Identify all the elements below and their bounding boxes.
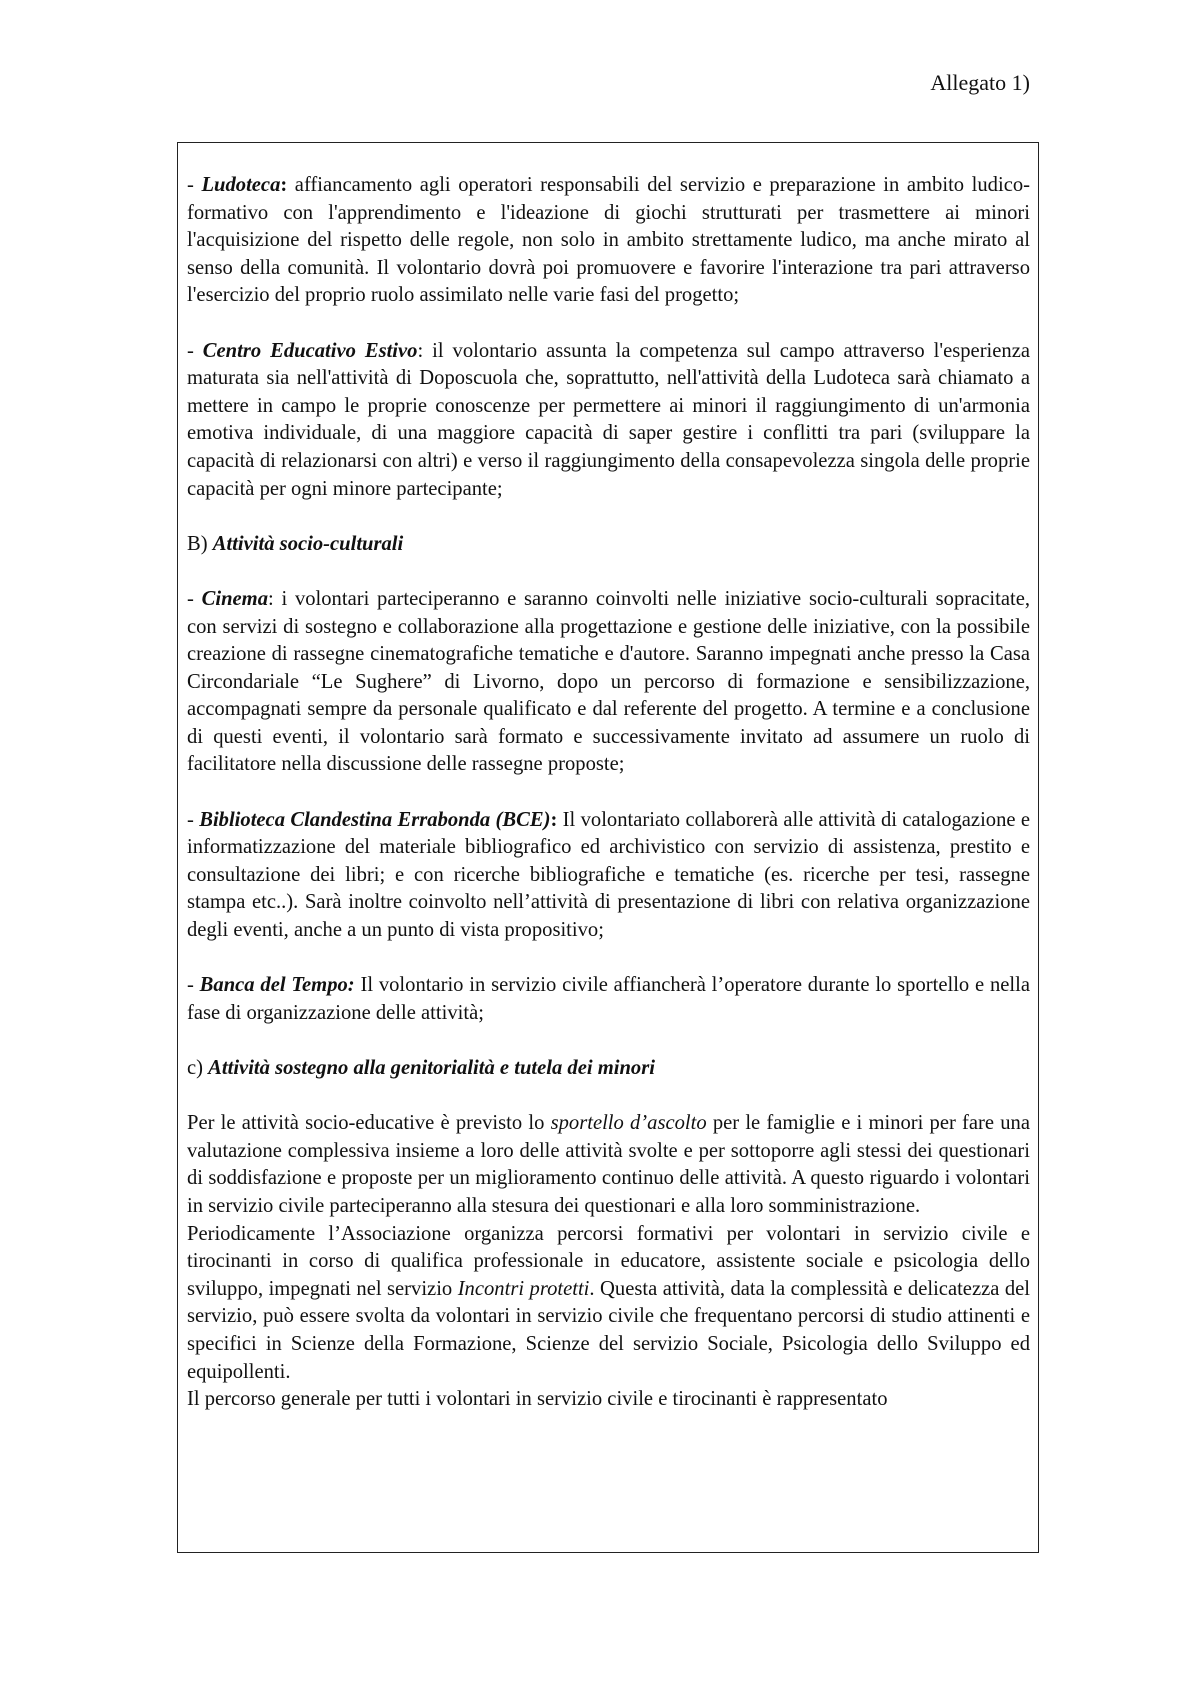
biblioteca-dash: - — [187, 808, 200, 831]
centro-estivo-title: Centro Educativo Estivo — [202, 339, 418, 362]
document-body — [187, 172, 1030, 1414]
biblioteca-title: Biblioteca Clandestina Errabonda (BCE) — [199, 808, 551, 831]
closing-text: Il percorso generale per tutti i volontari in servizio civile e tirocinanti è rappresentato — [187, 1388, 888, 1411]
ludoteca-dash: - — [187, 174, 202, 196]
cinema-title: Cinema — [201, 587, 268, 610]
sportello-text-after: per le famiglie e i minori per fare una valutazione complessiva insieme a loro delle attività svolte e per sottoporre agli stessi dei questionari di soddisfazione e proposte per un miglioramento continuo delle attività. A questo riguardo i volontari in servizio civile parteciperanno alla stesura dei questionari e alla loro somministrazione. — [187, 1112, 1030, 1217]
section-b-prefix: B) — [187, 532, 213, 555]
periodicamente-text-after: . Questa attività, data la complessità e delicatezza del servizio, può essere svolta da volontari in servizio civile che frequentano percorsi di studio attinenti e specifici in Scienze della Formazione, Scienze del servizio Sociale, Psicologia dello Sviluppo ed equipollenti. — [187, 1277, 1031, 1383]
paragraph-periodicamente — [187, 1221, 1030, 1387]
ludoteca-colon: : — [280, 174, 288, 196]
section-c-title: Attività sostegno alla genitorialità e tutela dei minori — [208, 1057, 655, 1079]
periodicamente-text-before: Periodicamente l’Associazione organizza percorsi formativi per volontari in servizio civile e tirocinanti in corso di qualifica professionale in educatore, assistente sociale e psicologia dello sviluppo, impegnati nel servizio — [187, 1222, 1030, 1300]
biblioteca-colon: : — [550, 808, 558, 831]
paragraph-biblioteca — [187, 807, 1030, 945]
banca-tempo-dash: - — [187, 974, 200, 997]
paragraph-cinema — [187, 586, 1030, 779]
cinema-dash: - — [187, 587, 202, 610]
sportello-text-before: Per le attività socio-educative è previsto lo — [187, 1112, 551, 1135]
section-c-prefix: c) — [187, 1057, 209, 1079]
sportello-italic: sportello d’ascolto — [550, 1112, 707, 1135]
content-box — [177, 142, 1039, 1553]
banca-tempo-title: Banca del Tempo: — [199, 974, 355, 997]
paragraph-ludoteca — [187, 172, 1030, 310]
section-c-heading — [187, 1055, 1030, 1083]
paragraph-banca-tempo — [187, 972, 1030, 1027]
paragraph-sportello — [187, 1110, 1030, 1220]
centro-estivo-dash: - — [187, 339, 203, 362]
ludoteca-title: Ludoteca — [201, 174, 281, 196]
periodicamente-italic: Incontri protetti — [457, 1277, 590, 1300]
attachment-label: Allegato 1) — [930, 70, 1030, 95]
section-b-heading — [187, 531, 1030, 559]
centro-estivo-text: : il volontario assunta la competenza sul campo attraverso l'esperienza maturata sia nell'attività di Doposcuola che, soprattutto, nell'attività della Ludoteca sarà chiamato a mettere in campo le proprie conoscenze per permettere ai minori il raggiungimento di un'armonia emotiva individuale, di una maggiore capacità di saper gestire i conflitti tra pari (sviluppare la capacità di relazionarsi con altri) e verso il raggiungimento della consapevolezza singola delle proprie capacità per ogni minore partecipante; — [187, 339, 1030, 500]
paragraph-centro-estivo — [187, 338, 1030, 504]
ludoteca-text: affiancamento agli operatori responsabili del servizio e preparazione in ambito ludico-formativo con l'apprendimento e l'ideazione di giochi strutturati per trasmettere ai minori l'acquisizione del rispetto delle regole, non solo in ambito strettamente ludico, ma anche mirato al senso della comunità. Il volontario dovrà poi promuovere e favorire l'interazione tra pari attraverso l'esercizio del proprio ruolo assimilato nelle varie fasi del progetto; — [187, 174, 1030, 307]
paragraph-closing — [187, 1386, 1030, 1414]
section-b-title: Attività socio-culturali — [212, 532, 404, 555]
banca-tempo-text: Il volontario in servizio civile affiancherà l’operatore durante lo sportello e nella fase di organizzazione delle attività; — [187, 974, 1030, 1024]
cinema-text: : i volontari parteciperanno e saranno coinvolti nelle iniziative socio-culturali sopracitate, con servizi di sostegno e collaborazione alla progettazione e gestione delle iniziative, con la possibile creazione di rassegne cinematografiche tematiche e d'autore. Saranno impegnati anche presso la Casa Circondariale “Le Sughere” di Livorno, dopo un percorso di formazione e sensibilizzazione, accompagnati sempre da personale qualificato e dal referente del progetto. A termine e a conclusione di questi eventi, il volontario sarà formato e successivamente invitato ad assumere un ruolo di facilitatore nella discussione delle rassegne proposte; — [187, 587, 1030, 776]
biblioteca-text: Il volontariato collaborerà alle attività di catalogazione e informatizzazione del materiale bibliografico ed archivistico con servizio di assistenza, prestito e consultazione dei libri; e con ricerche bibliografiche e tematiche (es. ricerche per tesi, rassegne stampa etc..). Sarà inoltre coinvolto nell’attività di presentazione di libri con relativa organizzazione degli eventi, anche a un punto di vista propositivo; — [187, 808, 1030, 942]
